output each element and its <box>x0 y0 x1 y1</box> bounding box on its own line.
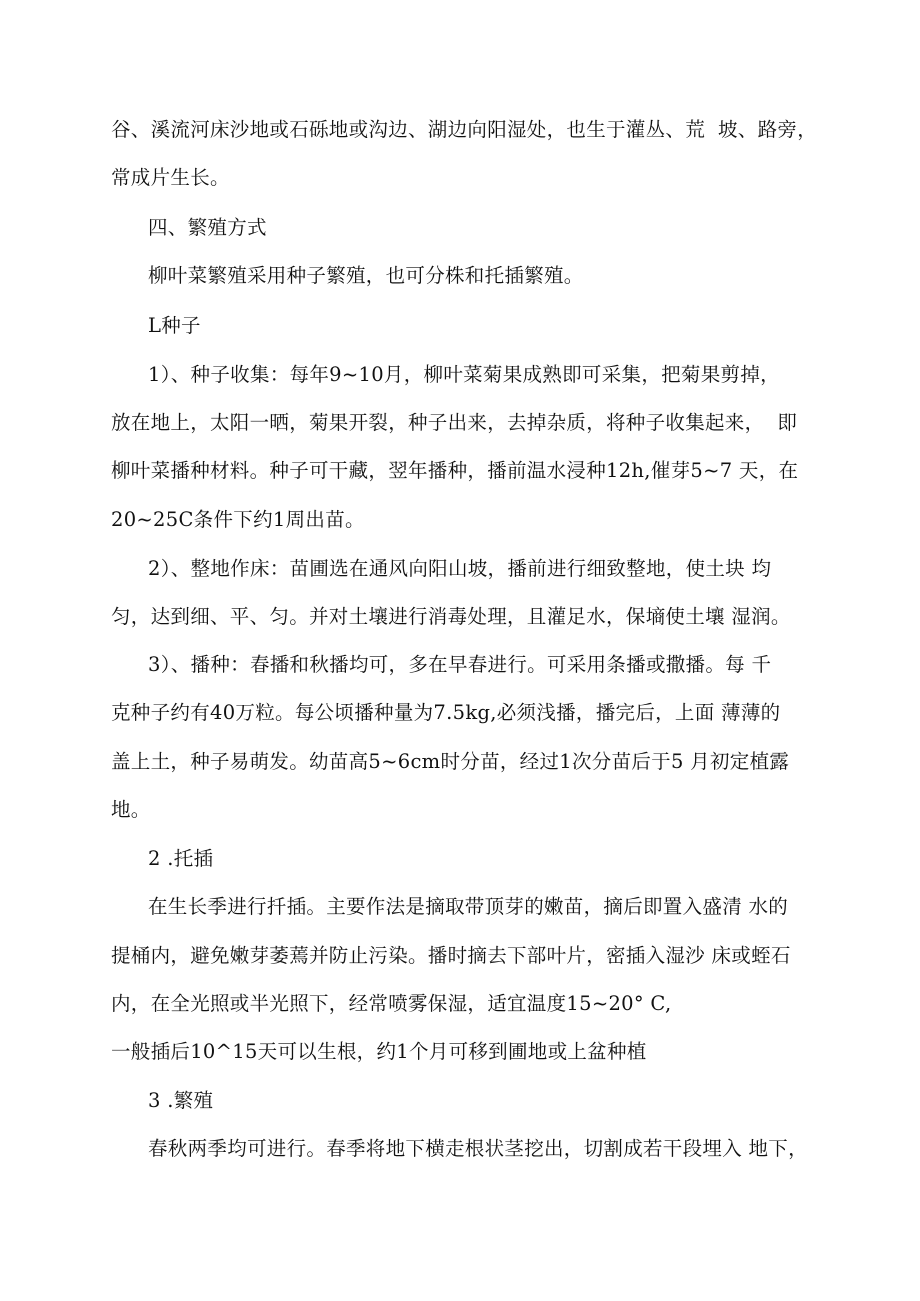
text-line: 谷、溪流河床沙地或石砾地或沟边、湖边向阳湿处，也生于灌丛、荒 坡、路旁， <box>111 118 817 141</box>
text-line: 3）、播种：春播和秋播均可，多在早春进行。可采用条播或撒播。每 千 <box>148 653 772 676</box>
text-line: 盖上土，种子易萌发。幼苗高5~6cm时分苗，经过1次分苗后于5 月初定植露 <box>111 750 790 773</box>
text-line: 匀，达到细、平、匀。并对土壤进行消毒处理，且灌足水，保墒使土壤 湿润。 <box>111 605 791 628</box>
text-line: 1）、种子收集：每年9~10月，柳叶菜菊果成熟即可采集，把菊果剪掉， <box>148 363 780 386</box>
text-line: 柳叶菜繁殖采用种子繁殖，也可分株和托插繁殖。 <box>148 264 584 287</box>
subsection-heading: 2 .托插 <box>148 847 214 870</box>
text-line: 内，在全光照或半光照下，经常喷雾保湿，适宜温度15~20° C, <box>111 992 672 1015</box>
text-line: 在生长季进行扦插。主要作法是摘取带顶芽的嫩苗，摘后即置入盛清 水的 <box>148 895 789 918</box>
text-line: 地。 <box>111 798 151 821</box>
section-heading: 四、繁殖方式 <box>148 216 267 239</box>
text-line: 柳叶菜播种材料。种子可干藏，翌年播种，播前温水浸种12h,催芽5~7 天，在 <box>111 459 799 482</box>
text-line: 一般插后10^15天可以生根，约1个月可移到圃地或上盆种植 <box>111 1040 647 1063</box>
text-line: 放在地上，太阳一晒，菊果开裂，种子出来，去掉杂质，将种子收集起来， 即 <box>111 411 798 434</box>
text-line: 提桶内，避免嫩芽萎蔫并防止污染。播时摘去下部叶片，密插入湿沙 床或蛭石 <box>111 944 791 967</box>
subsection-heading: L种子 <box>148 314 201 337</box>
text-line: 2）、整地作床：苗圃选在通风向阳山坡，播前进行细致整地，使土块 均 <box>148 557 772 580</box>
text-line: 克种子约有40万粒。每公顷播种量为7.5kg,必须浅播，播完后，上面 薄薄的 <box>111 701 781 724</box>
subsection-heading: 3 .繁殖 <box>148 1089 214 1112</box>
text-line: 20~25C条件下约1周出苗。 <box>111 508 365 531</box>
text-line: 常成片生长。 <box>111 166 230 189</box>
text-line: 春秋两季均可进行。春季将地下横走根状茎挖出，切割成若干段埋入 地下， <box>148 1137 808 1160</box>
